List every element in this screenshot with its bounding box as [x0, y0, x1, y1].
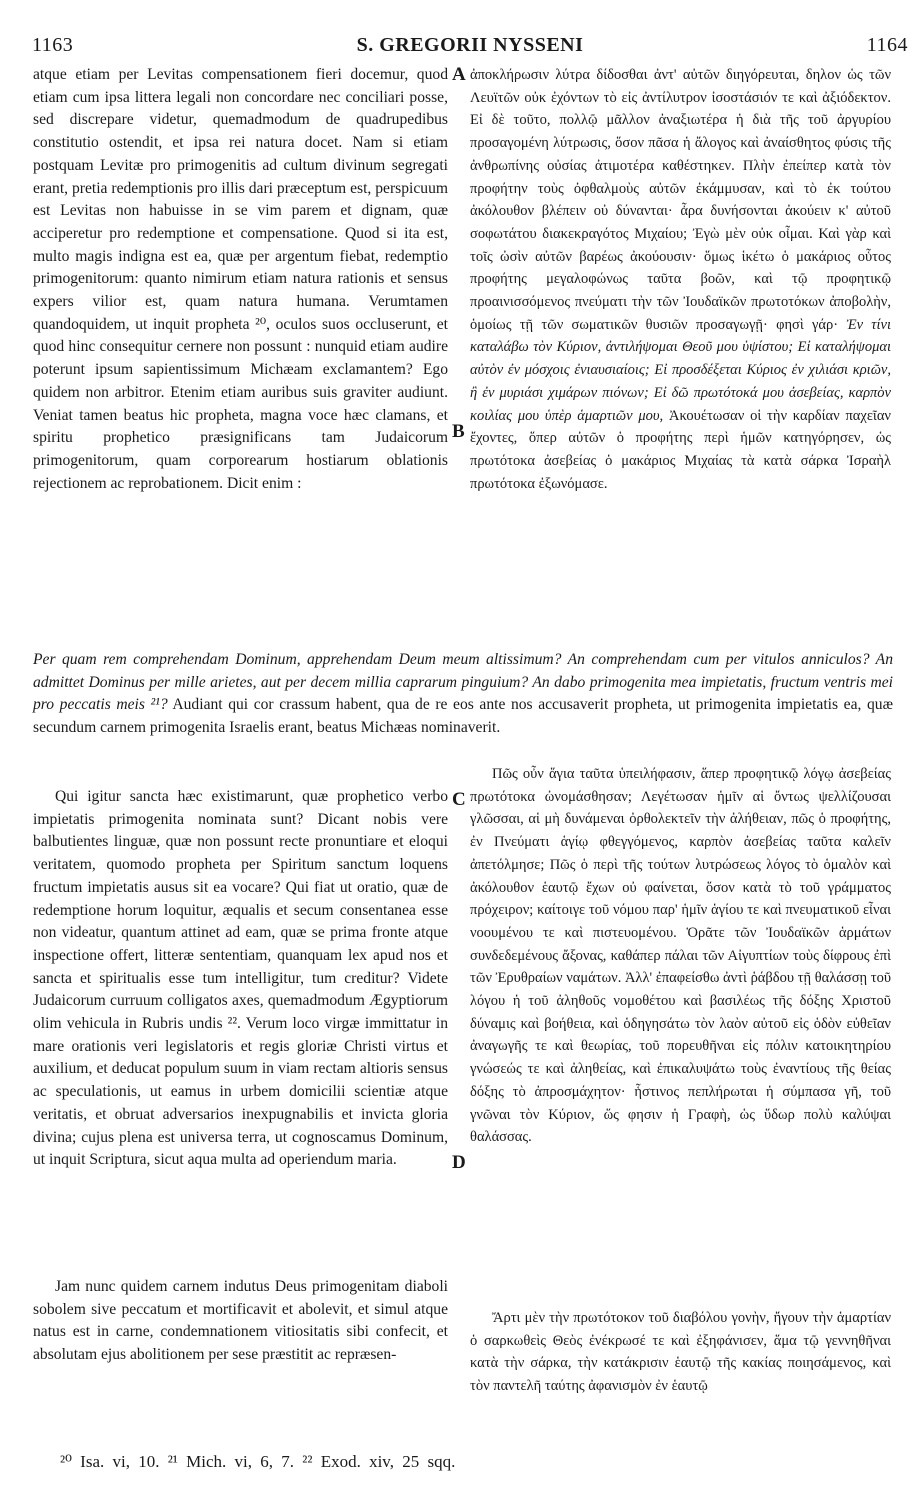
page-header [32, 34, 908, 58]
margin-letter-b: B [452, 421, 465, 442]
greek-column-middle [470, 763, 891, 1303]
greek-paragraph: Ἄρτι μὲν τὴν πρωτότοκον τοῦ διαβόλου γονὴν, ἤγουν τὴν ἁμαρτίαν ὁ σαρκωθεὶς Θεὸς ἐνέκρωσέ τε καὶ ἐξηφάνισεν, ἅμα τῷ γεννηθῆναι κατὰ τὴν σάρκα, τὴν κατάκρισιν ἑαυτῷ τῆς κακίας ποιησάμενος, καὶ τὸν παντελῆ ταύτης ἀφανισμὸν ἐν ἑαυτῷ [470, 1310, 891, 1395]
latin-column-middle [33, 786, 448, 1266]
latin-paragraph: atque etiam per Levitas compensationem fieri docemur, quod etiam cum ipsa littera legali non concordare nec conciliari posse, sed discrepare videtur, quemadmodum de quadrupedibus constitutio ostendit, et ipsa rei natura docet. Nam si etiam postquam Levitæ pro primogenitis ad cultum divinum segregati erant, pretia redemptionis pro illis dari præceptum est, perspicuum est Levitas non habuisse in se vim parem et dignam, quæ acciperetur pro redemptione et compensatione. Quod si ita est, multo magis indigna est ea, quæ per argentum fiebat, redemptio primogenitorum: quanto nimirum etiam natura rationis et sensus expers vilior est, quam natura humana. Verumtamen quandoquidem, ut inquit propheta ²⁰, oculos suos occluserunt, et quod hinc consequitur cernere non possunt : nunquid etiam audire poterunt ipsum sapientissimum Michæam exclamantem? Ego quidem non arbitror. Etenim etiam auribus suis graviter audiunt. Veniat tamen beatus hic propheta, magna voce hæc clamans, et spiritu prophetico præsignificans tam Judaicorum primogenitorum, quam corporearum hostiarum oblationis rejectionem ac reprobationem. Dicit enim : [33, 66, 448, 492]
footnotes: ²⁰ Isa. vi, 10. ²¹ Mich. vi, 6, 7. ²² Exod. xiv, 25 sqq. [60, 1452, 456, 1471]
margin-letter-d: D [452, 1152, 466, 1173]
greek-column-top [470, 64, 891, 649]
margin-letter-a: A [452, 64, 466, 85]
latin-text-after-quote: Audiant qui cor crassum habent, qua de re eos ante nos accusaverit propheta, ut primogenita impietatis ea, quæ secundum carnem primogenita Israelis erant, beatus Michæas nominaverit. [33, 696, 893, 737]
greek-text-after-quote: Ἀκουέτωσαν οἱ τὴν καρδίαν παχεῖαν ἔχοντες, ὅπερ αὐτῶν ὁ προφήτης περὶ ἡμῶν κατηγόρησεν, ὡς πρωτότοκα ἀσεβείας ὁ μακάριος Μιχαίας τὰ κατὰ σάρκα Ἰσραὴλ πρωτότοκα ἐξωνόμασε. [470, 407, 891, 492]
page-number-left: 1163 [32, 34, 74, 56]
page-number-right: 1164 [866, 34, 908, 56]
greek-quote: Ἐν τίνι καταλάβω τὸν Κύριον, ἀντιλήψομαι Θεοῦ μου ὑψίστου; Εἰ καταλήψομαι αὐτὸν ἐν μόσχοις ἐνιαυσιαίοις; Εἰ προσδέξεται Κύριος ἐν χιλιάσι κριῶν, ἢ ἐν μυριάσι χιμάρων πιόνων; Εἰ δῶ πρωτότοκά μου ἀσεβείας, καρπὸν κοιλίας μου ὑπὲρ ἁμαρτιῶν μου, [470, 316, 891, 424]
running-title: S. GREGORII NYSSENI [356, 34, 584, 56]
latin-column-top [33, 64, 448, 649]
latin-paragraph: Qui igitur sancta hæc existimarunt, quæ prophetico verbo impietatis primogenita nominata sunt? Dicant nobis vere balbutientes linguæ, quæ non possunt recte pronuntiare et eloqui veritatem, quomodo propheta per Spiritum sanctum loquens fructum impietatis ausus sit ea vocare? Qui fiat ut oratio, quæ de redemptione horum loquitur, æqualis et secum consentanea esse non videatur, quantum attinet ad eam, quæ se prima fronte atque inspectione offert, litteræ sententiam, quanquam lex apud nos et sancta et spiritualis esse tum intelligitur, tum creditur? Videte Judaicorum curruum colligatos axes, quemadmodum Ægyptiorum olim vehicula in Rubris undis ²². Verum loco virgæ immittatur in mare orationis veri legislatoris et regis gloriæ Christi virtus et auxilium, et deducat populum suum in viam rectam altioris sensus ac speculationis, ut eamus in urbem domicilii scientiæ atque veritatis, et obruat adversarios inexpugnabilis et invicta gloria divina; cujus plena est universa terra, ut cognoscamus Dominum, ut inquit Scriptura, sicut aqua multa ad operiendum maria. [33, 788, 448, 1169]
latin-quotation-full-width [33, 649, 893, 740]
greek-paragraph [470, 64, 891, 495]
greek-column-bottom [470, 1307, 891, 1437]
greek-paragraph: Πῶς οὖν ἅγια ταῦτα ὑπειλήφασιν, ἅπερ προφητικῷ λόγῳ ἀσεβείας πρωτότοκα ὠνομάσθησαν; Λεγέτωσαν ἡμῖν αἱ ὄντως ψελλίζουσαι γλῶσσαι, αἱ μὴ δυνάμεναι ὀρθολεκτεῖν τὴν ἀλήθειαν, πῶς ὁ προφήτης, ἐν Πνεύματι ἁγίῳ φθεγγόμενος, καρπὸν ἀσεβείας ταῦτα καλεῖν ἀπετόλμησε; Πῶς ὁ περὶ τῆς τούτων λυτρώσεως λόγος τὸ ὁμαλὸν καὶ ἀκόλουθον ἑαυτῷ ἔχων οὐ φαίνεται, ὅσον κατὰ τὸ τοῦ γράμματος πρόχειρον; καίτοιγε τοῦ νόμου παρ' ἡμῖν ἁγίου τε καὶ πνευματικοῦ εἶναι νοουμένου τε καὶ πιστευομένου. Ὁρᾶτε τῶν Ἰουδαϊκῶν ἁρμάτων συνδεδεμένους ἄξονας, καθάπερ πάλαι τῶν Αἰγυπτίων τοὺς δίφρους ἐπὶ τῶν Ἐρυθραίων ναμάτων. Ἀλλ' ἐπαφείσθω ἀντὶ ῥάβδου τῇ θαλάσσῃ τοῦ λόγου ἡ τοῦ ἀληθοῦς νομοθέτου καὶ βασιλέως τῆς δόξης Χριστοῦ δύναμις καὶ βοήθεια, καὶ ὁδηγησάτω τὸν λαὸν αὐτοῦ εἰς ὁδὸν εὐθεῖαν ἀναγωγῆς τε καὶ θεωρίας, τοῦ πορευθῆναι εἰς πόλιν κατοικητηρίου γνώσεώς τε καὶ ἀληθείας, καὶ ἐπικαλυψάτω τοὺς ἐναντίους τῆς θείας δόξης τὸ ἀπροσμάχητον· ἧστινος πεπλήρωται ἡ σύμπασα γῆ, τοῦ γνῶναι τὸν Κύριον, ὥς φησιν ἡ Γραφὴ, ὡς ὕδωρ πολὺ καλύψαι θαλάσσας. [470, 766, 891, 1146]
latin-column-bottom [33, 1276, 448, 1436]
latin-paragraph: Jam nunc quidem carnem indutus Deus primogenitam diaboli sobolem sive peccatum et mortificavit et abolevit, et simul atque natus est in carne, condemnationem vitiositatis sibi confecit, et absolutam ejus abolitionem per sese præstitit ac repræsen- [33, 1278, 448, 1364]
greek-text: ἀποκλήρωσιν λύτρα δίδοσθαι ἀντ' αὐτῶν διηγόρευται, δηλον ὡς τῶν Λευϊτῶν οὐκ ἐχόντων τὸ εἰς ἀντίλυτρον ἰσοστάσιόν τε καὶ ἀξιόδεκτον. Εἰ δὲ τοῦτο, πολλῷ μᾶλλον ἀναξιωτέρα ἡ διὰ τῆς τοῦ ἀργυρίου προσαγομένη λύτρωσις, ὅσον πᾶσα ἡ ἄλογος καὶ ἀναίσθητος φύσις τῆς ἀνθρωπίνης οὐσίας ἀτιμοτέρα καθέστηκεν. Πλὴν ἐπείπερ κατὰ τὸν προφήτην τοὺς ὀφθαλμοὺς αὐτῶν ἐκάμμυσαν, καὶ τὸ ἐκ τούτου ἀκόλουθον βλέπειν οὐ δύνανται· ἆρα δυνήσονται ἀκούειν κ' αὐτοῦ σοφωτάτου διακεκραγότος Μιχαίου; Ἐγὼ μὲν οὐκ οἶμαι. Καὶ γὰρ καὶ τοῖς ὠσὶν αὐτῶν βαρέως ἀκούουσιν· ὅμως ἱκέτω ὁ μακάριος οὗτος προφήτης μεγαλοφώνως ταῦτα βοῶν, καὶ τῷ προφητικῷ προαινισσόμενος πνεύματι τὴν τῶν Ἰουδαϊκῶν πρωτοτόκων ἀποβολὴν, ὁμοίως τῇ τῶν σωματικῶν θυσιῶν προσαγωγῇ· φησὶ γάρ· [470, 67, 891, 333]
latin-quote: Per quam rem comprehendam Dominum, apprehendam Deum meum altissimum? An comprehendam cum per vitulos anniculos? An admittet Dominus per mille arietes, aut per decem millia caprarum pinguium? An dabo primogenita mea impietatis, fructum ventris mei pro peccatis meis ²¹? [33, 651, 893, 714]
margin-letter-c: C [452, 789, 466, 810]
